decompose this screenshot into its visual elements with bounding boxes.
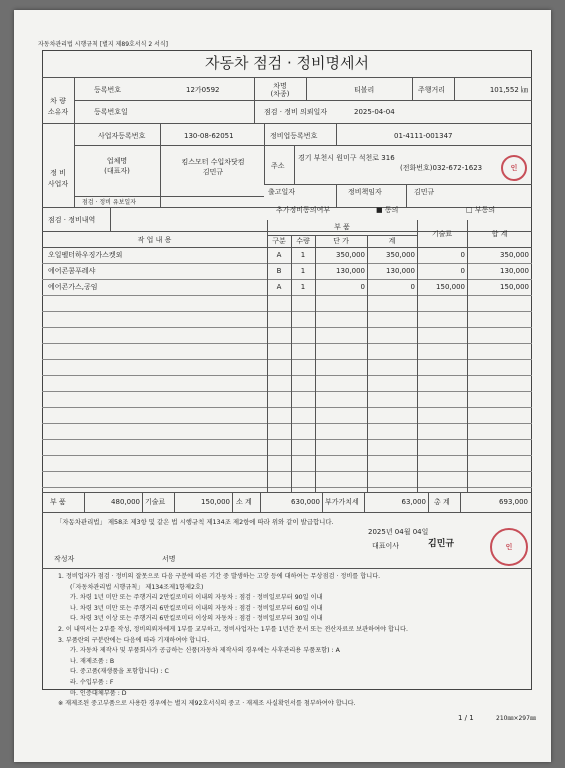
manager-value: 김민규	[414, 188, 435, 196]
subtotal-label: 소 계	[236, 498, 252, 506]
document-sheet	[14, 10, 551, 762]
business-section-label: 정 비 사업자	[47, 169, 69, 188]
extra-consent-yes: ■ 동의	[376, 206, 399, 214]
issue-statement: 「자동차관리법」 제58조 제3항 및 같은 법 시행규칙 제134조 제2항에 따라 위와 같이 발급합니다.	[56, 518, 334, 526]
table-row-line	[42, 487, 532, 488]
biz-no-label: 사업자등록번호	[98, 132, 146, 140]
vat-label: 부가가치세	[325, 498, 359, 506]
row-type: A	[276, 283, 282, 291]
table-row-line	[42, 327, 532, 328]
grand-total-value: 693,000	[499, 498, 528, 506]
col-unit-header: 단 가	[333, 237, 349, 245]
row-type: B	[276, 267, 282, 275]
row-total: 150,000	[500, 283, 529, 291]
page-number: 1 / 1	[458, 714, 474, 722]
row-total: 130,000	[500, 267, 529, 275]
table-row-line	[42, 311, 532, 312]
owner-reg-label: 등록번호일	[94, 108, 128, 116]
row-unit: 0	[360, 283, 365, 291]
seal-stamp-bottom: 인	[490, 528, 528, 566]
grand-total-label: 총 계	[434, 498, 450, 506]
row-labor: 0	[460, 267, 465, 275]
extra-consent-label: 추가정비동의여부	[276, 206, 331, 214]
table-row-line	[42, 455, 532, 456]
note-line: 라. 수입부품 : F	[70, 679, 114, 686]
paper-size: 210㎜×297㎜	[496, 715, 536, 722]
model-value: 티볼리	[354, 86, 375, 94]
work-detail-label: 점검 · 정비내역	[48, 216, 96, 224]
warranty-label: 점검 · 정비 유보일자	[82, 199, 136, 206]
col-total-header: 합 계	[491, 230, 508, 238]
table-col-line	[467, 220, 468, 492]
row-qty: 1	[300, 267, 306, 275]
col-type-header: 구분	[272, 237, 286, 245]
issuer-name: 김민규	[428, 539, 455, 549]
total-parts-value: 480,000	[111, 498, 140, 506]
row-type: A	[276, 251, 282, 259]
table-row-line	[42, 439, 532, 440]
row-amt: 0	[410, 283, 415, 291]
row-work: 에어콘콤푸레샤	[48, 267, 96, 275]
address-label: 주소	[271, 162, 285, 170]
col-parts-header: 부 품	[334, 223, 350, 231]
mileage-value: 101,552 ㎞	[489, 86, 528, 94]
table-row-line	[42, 279, 532, 280]
biz-no-value: 130-08-62051	[184, 132, 234, 140]
note-line: 1. 정비업자가 점검 · 정비의 잘못으로 다음 구분에 따른 기간 중 발생하는 고장 등에 대하여는 무상점검 · 정비를 합니다.	[58, 573, 381, 580]
row-labor: 150,000	[436, 283, 465, 291]
address-value: 경기 부천시 원미구 석천로 316	[298, 154, 395, 162]
issue-date: 2025년 04월 04일	[368, 528, 429, 536]
row-qty: 1	[300, 251, 306, 259]
row-labor: 0	[460, 251, 465, 259]
table-row-line	[42, 263, 532, 264]
reg-no-value: 12가0592	[186, 86, 220, 94]
row-unit: 130,000	[336, 267, 365, 275]
model-label: 차명 (차종)	[270, 82, 290, 98]
subtotal-value: 630,000	[291, 498, 320, 506]
table-row-line	[42, 375, 532, 376]
note-line: 2. 이 내역서는 2부를 작성, 정비의뢰자에게 1부를 교부하고, 정비사업자는 1부를 1년간 문서 또는 전산자료로 보관하여야 합니다.	[58, 626, 408, 633]
biz-rep-value: 김민규	[202, 168, 224, 176]
col-labor-header: 기술료	[431, 230, 453, 238]
note-line: 나. 재제조품 : B	[70, 657, 115, 665]
vat-value: 63,000	[401, 498, 426, 506]
request-date-value: 2025-04-04	[354, 108, 395, 116]
mileage-label: 주행거리	[418, 86, 446, 94]
note-line: (「자동차관리법 시행규칙」 제134조제1항제2호)	[70, 583, 204, 591]
row-amt: 130,000	[386, 267, 415, 275]
seal-stamp-top: 인	[501, 155, 527, 181]
row-total: 350,000	[500, 251, 529, 259]
extra-consent-no: □ 부동의	[466, 206, 496, 214]
table-row-line	[42, 343, 532, 344]
row-qty: 1	[300, 283, 306, 291]
table-row-line	[42, 391, 532, 392]
table-row-line	[42, 471, 532, 472]
biz-name-value: 킴스모터 수입차닷컴	[181, 158, 245, 166]
form-header-note: 자동차관리법 시행규칙 [별지 제89호서식 2 서식]	[38, 41, 168, 48]
table-row-line	[42, 423, 532, 424]
delivery-label: 출고일자	[268, 188, 296, 196]
table-row-line	[42, 359, 532, 360]
total-labor-label: 기술료	[145, 498, 166, 506]
issuer-label: 대표이사	[372, 542, 400, 550]
owner-section-label: 차 량 소유자	[47, 97, 69, 116]
manager-label: 정비책임자	[348, 188, 382, 196]
table-row-line	[42, 407, 532, 408]
note-line: 가. 차령 1년 미만 또는 주행거리 2만킬로미터 이내의 자동차 : 점검 · 정비일로부터 90일 이내	[70, 594, 323, 602]
note-line: 다. 중고품(재생품을 포함합니다) : C	[70, 668, 169, 676]
writer-label: 작성자	[54, 555, 75, 563]
table-header-line	[42, 247, 532, 248]
writer-signature: 서명	[162, 555, 176, 563]
col-amt-header: 계	[388, 237, 396, 245]
note-line: 나. 차령 3년 미만 또는 주행거리 6만킬로미터 이내의 자동차 : 점검 · 정비일로부터 60일 이내	[70, 604, 323, 612]
note-line: 다. 차령 3년 이상 또는 주행거리 6만킬로미터 이상의 자동차 : 점검 · 정비일로부터 30일 이내	[70, 615, 323, 623]
total-parts-label: 부 품	[50, 498, 66, 506]
reg-no-label: 등록번호	[94, 86, 122, 94]
table-col-line	[417, 220, 418, 492]
request-date-label: 점검 · 정비 의뢰일자	[264, 108, 327, 116]
biz-name-label: 업체명 (대표자)	[104, 157, 130, 175]
note-line: 3. 부품란의 구분란에는 다음에 따라 기재하여야 합니다.	[58, 636, 210, 644]
row-unit: 350,000	[336, 251, 365, 259]
phone-value: (전화번호)032-672-1623	[400, 164, 483, 172]
note-line: 마. 인증대체부품 : D	[70, 689, 127, 697]
table-col-line	[267, 220, 268, 492]
row-amt: 350,000	[386, 251, 415, 259]
row-work: 에어콘가스,공임	[48, 283, 98, 291]
note-line: ※ 재제조된 중고부품으로 사용한 경우에는 별지 제92호서식의 중고 · 재제조 사실확인서를 첨부하여야 합니다.	[58, 700, 356, 708]
shop-reg-value: 01-4111-001347	[394, 132, 453, 140]
total-labor-value: 150,000	[201, 498, 230, 506]
col-qty-header: 수량	[296, 237, 310, 245]
row-work: 오일펠터하우징가스켓외	[48, 251, 123, 259]
document-title: 자동차 점검 · 정비명세서	[205, 54, 369, 72]
note-line: 가. 자동차 제작사 및 부품회사가 공급하는 신품(자동차 제작사의 경우에는 사후관리용 부품포함) : A	[70, 647, 340, 655]
table-row-line	[42, 295, 532, 296]
col-work-header: 작 업 내 용	[137, 236, 172, 244]
shop-reg-label: 정비업등록번호	[270, 132, 318, 140]
